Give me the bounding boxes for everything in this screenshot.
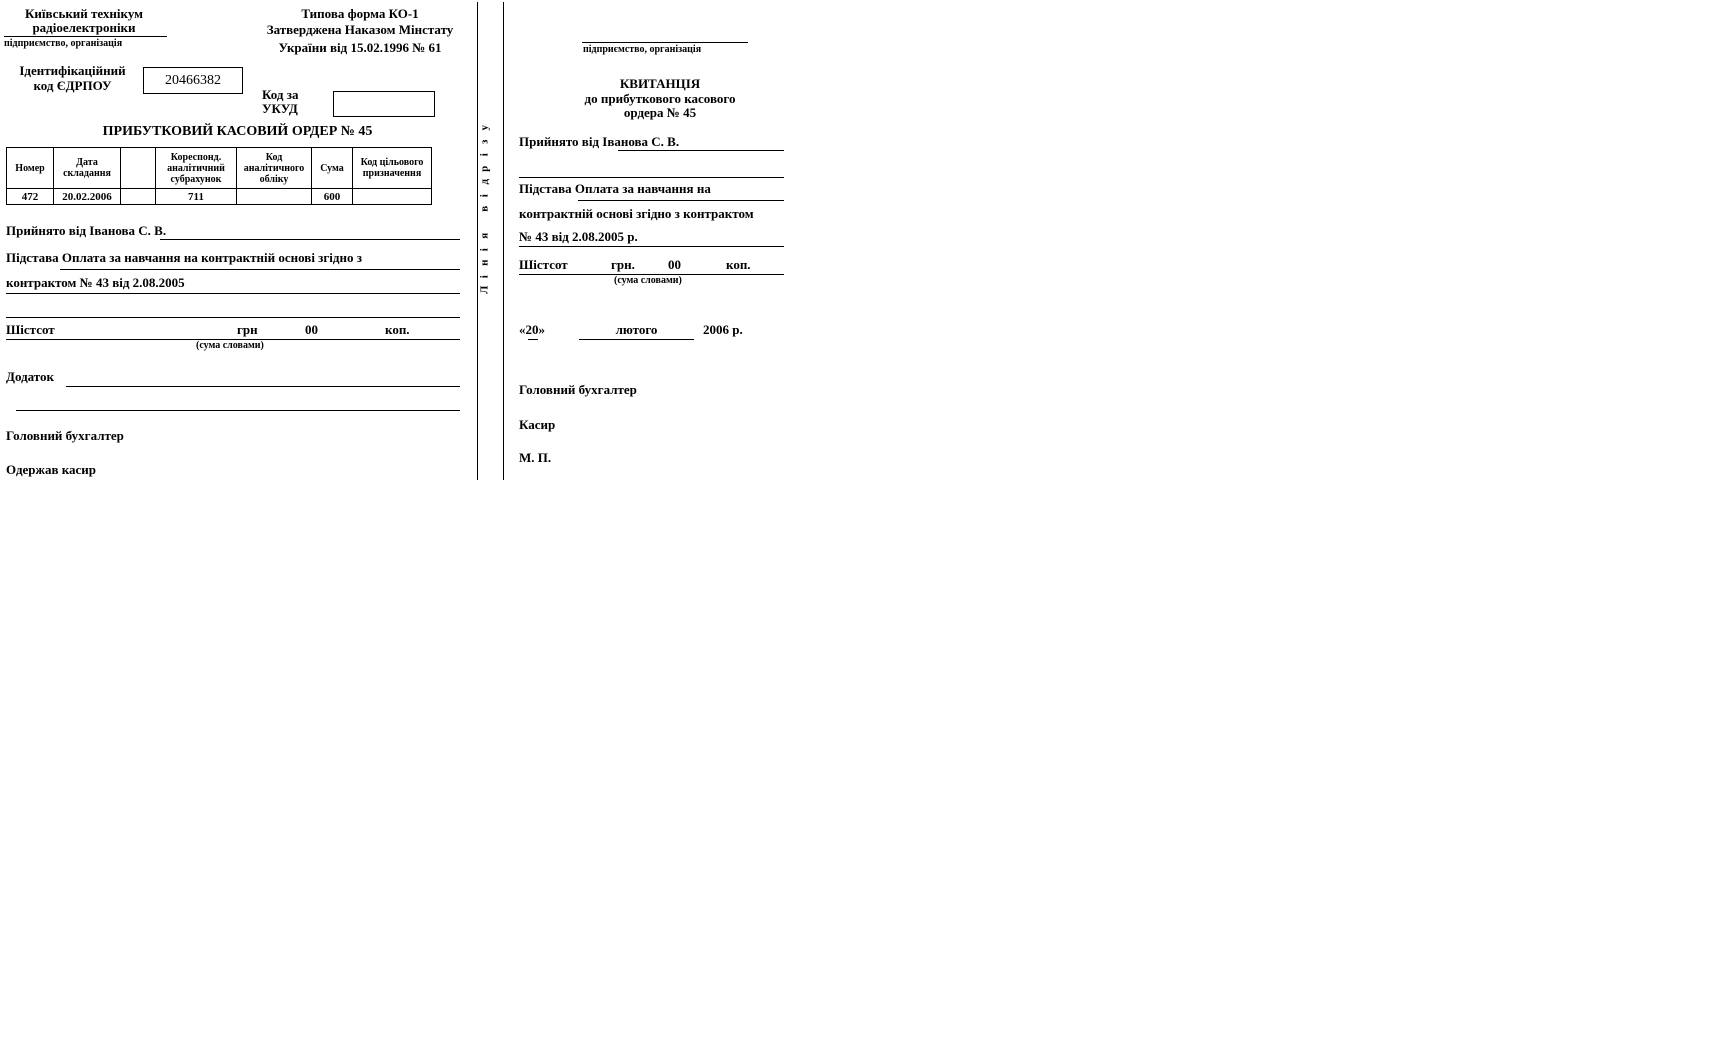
receipt-sum-grn: грн. [611,257,635,272]
receipt-date-day: «20» [519,322,545,337]
cell-sum: 600 [312,189,353,205]
receipt-subtitle-1: до прибуткового касового [584,91,736,106]
cell-date: 20.02.2006 [54,189,121,205]
receipt-stamp: М. П. [519,450,552,465]
receipt-org-caption: підприємство, організація [583,44,702,55]
col-number: Номер [7,148,54,189]
sum-words: Шістсот [6,322,55,337]
cell-analytic-code [237,189,312,205]
cut-letter: Л [478,285,491,294]
blank-underline [6,317,460,318]
form-line1: Типова форма КО-1 [301,6,419,21]
receipt-basis-underline-1 [578,200,784,201]
cut-letter [478,215,492,229]
sum-caption: (сума словами) [196,340,264,351]
cut-letter: н [478,259,491,266]
col-sum: Сума [312,148,353,189]
receipt-org-underline [582,42,748,43]
receipt-date-year: 2006 р. [703,322,743,337]
col-purpose-code: Код цільового призначення [353,148,432,189]
receipt-sum-kop-value: 00 [668,257,681,272]
attachment-underline-1 [66,386,460,387]
cell-empty [121,189,156,205]
receipt-subtitle-2: ордера № 45 [623,105,697,120]
cut-letter: і [478,153,491,157]
ukud-label-1: Код за [262,87,299,102]
cut-line-label [478,121,492,297]
cut-letter: в [478,205,491,212]
org-caption: підприємство, організація [4,38,123,49]
cut-letter: з [478,139,491,144]
edrpou-label-1: Ідентифікаційний [19,63,126,78]
order-table [6,147,432,205]
attachment-label: Додаток [6,369,55,384]
receipt-date-month-underline [579,339,694,340]
receipt-basis-line1: Підстава Оплата за навчання на [519,181,711,196]
basis-underline-2 [6,293,460,294]
receipt-date-month: лютого [615,322,658,337]
form-line2: Затверджена Наказом Мінстату [266,22,454,37]
table-row [7,189,432,205]
receipt-blank-underline [519,177,784,178]
received-from-underline [160,239,460,240]
receipt-date-day-underline [528,339,538,340]
table-header-row [7,148,432,189]
col-empty [121,148,156,189]
receipt-basis-underline-2 [519,246,784,247]
ukud-label-2: УКУД [262,101,298,116]
cell-purpose-code [353,189,432,205]
cut-letter: і [478,193,491,197]
receipt-sum-caption: (сума словами) [614,275,682,286]
col-analytic-code: Код аналітичного обліку [237,148,312,189]
cut-letter: і [478,247,491,251]
receipt-sum-kop: коп. [726,257,751,272]
cut-letter: я [478,232,491,239]
edrpou-label-2: код ЄДРПОУ [33,78,112,93]
basis-line2: контрактом № 43 від 2.08.2005 [6,275,185,290]
cell-account: 711 [156,189,237,205]
receipt-chief-accountant: Головний бухгалтер [519,382,637,397]
cell-number: 472 [7,189,54,205]
sum-grn: грн [237,322,258,337]
org-name-line2: радіоелектроніки [32,20,136,35]
org-underline [4,36,167,37]
order-title: ПРИБУТКОВИЙ КАСОВИЙ ОРДЕР № 45 [102,124,373,139]
basis-line1: Підстава Оплата за навчання на контрактній основі згідно з [6,250,362,265]
received-cashier-label: Одержав касир [6,462,96,477]
attachment-underline-2 [16,410,460,411]
sum-kop: коп. [385,322,410,337]
receipt-basis-line2: контрактній основі згідно з контрактом [519,206,754,221]
receipt-sum-words: Шістсот [519,257,568,272]
receipt-received-underline [618,150,784,151]
basis-underline-1 [60,269,460,270]
receipt-title: КВИТАНЦІЯ [619,76,701,91]
receipt-basis-line3: № 43 від 2.08.2005 р. [519,229,638,244]
received-from: Прийнято від Іванова С. В. [6,223,167,238]
chief-accountant-label: Головний бухгалтер [6,428,124,443]
edrpou-code-field: 20466382 [143,67,243,94]
form-line3: України від 15.02.1996 № 61 [278,40,442,55]
cut-letter: і [478,274,491,278]
sum-kop-value: 00 [305,322,318,337]
receipt-cashier: Касир [519,417,556,432]
col-date: Дата складання [54,148,121,189]
ukud-code-field [333,91,435,117]
cut-letter: у [478,125,491,131]
cut-letter: д [478,178,491,185]
col-account: Кореспонд. аналітичний субрахунок [156,148,237,189]
receipt-received-from: Прийнято від Іванова С. В. [519,134,680,149]
cut-border-right [503,2,504,480]
org-name-line1: Київський технікум [24,6,144,21]
cut-letter: р [478,165,491,172]
